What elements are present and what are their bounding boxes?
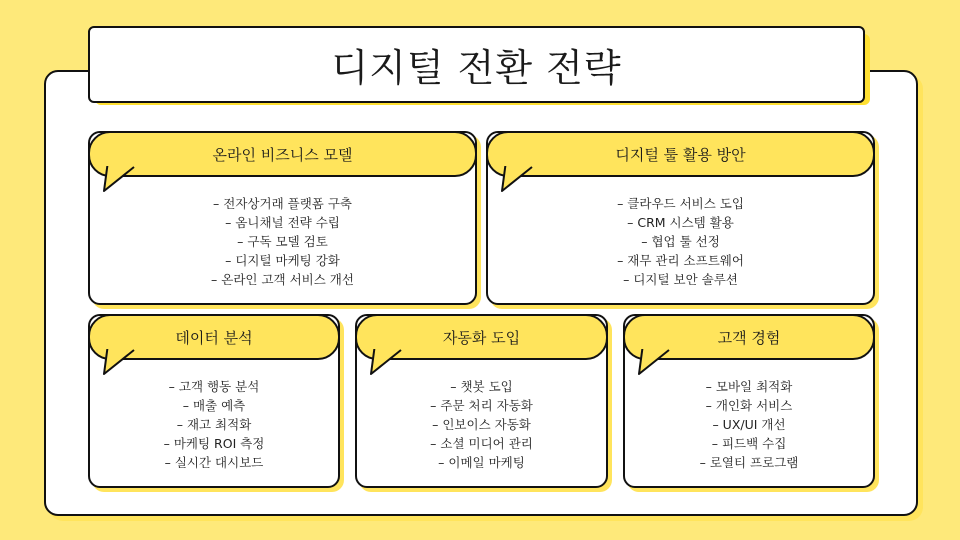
list-item: – 챗봇 도입 xyxy=(450,377,513,396)
list-item: – 주문 처리 자동화 xyxy=(430,396,533,415)
speech-tail-icon xyxy=(363,344,405,378)
list-item: – 실시간 대시보드 xyxy=(165,453,264,472)
list-item: – 구독 모델 검토 xyxy=(237,232,328,251)
card-data-analysis xyxy=(88,314,340,488)
card-automation xyxy=(355,314,608,488)
speech-tail-icon xyxy=(96,161,138,195)
list-item: – 피드백 수집 xyxy=(712,434,787,453)
card-title: 고객 경험 xyxy=(623,314,875,360)
card-title: 디지털 툴 활용 방안 xyxy=(486,131,875,177)
list-item: – 재무 관리 소프트웨어 xyxy=(617,251,744,270)
list-item: – 소셜 미디어 관리 xyxy=(430,434,533,453)
page-title: 디지털 전환 전략 xyxy=(88,26,865,103)
card-digital-tools xyxy=(486,131,875,305)
list-item: – 옴니채널 전략 수립 xyxy=(225,213,340,232)
list-item: – 전자상거래 플랫폼 구축 xyxy=(213,194,352,213)
list-item: – 모바일 최적화 xyxy=(706,377,793,396)
list-item: – 개인화 서비스 xyxy=(706,396,793,415)
list-item: – 온라인 고객 서비스 개선 xyxy=(211,270,354,289)
card-item-list xyxy=(488,187,873,295)
speech-tail-icon xyxy=(96,344,138,378)
list-item: – 이메일 마케팅 xyxy=(438,453,525,472)
card-customer-experience xyxy=(623,314,875,488)
list-item: – 인보이스 자동화 xyxy=(432,415,531,434)
list-item: – 로열티 프로그램 xyxy=(700,453,799,472)
card-item-list xyxy=(90,370,338,478)
card-title: 데이터 분석 xyxy=(88,314,340,360)
card-title: 온라인 비즈니스 모델 xyxy=(88,131,477,177)
card-item-list xyxy=(625,370,873,478)
list-item: – 마케팅 ROI 측정 xyxy=(164,434,265,453)
list-item: – CRM 시스템 활용 xyxy=(627,213,734,232)
list-item: – 디지털 보안 솔루션 xyxy=(623,270,738,289)
card-online-business-model xyxy=(88,131,477,305)
list-item: – 고객 행동 분석 xyxy=(169,377,260,396)
card-title: 자동화 도입 xyxy=(355,314,608,360)
list-item: – 클라우드 서비스 도입 xyxy=(617,194,744,213)
speech-tail-icon xyxy=(494,161,536,195)
card-item-list xyxy=(357,370,606,478)
speech-tail-icon xyxy=(631,344,673,378)
list-item: – 협업 툴 선정 xyxy=(641,232,720,251)
list-item: – 재고 최적화 xyxy=(177,415,252,434)
list-item: – UX/UI 개선 xyxy=(712,415,785,434)
list-item: – 매출 예측 xyxy=(183,396,246,415)
card-item-list xyxy=(90,187,475,295)
list-item: – 디지털 마케팅 강화 xyxy=(225,251,340,270)
